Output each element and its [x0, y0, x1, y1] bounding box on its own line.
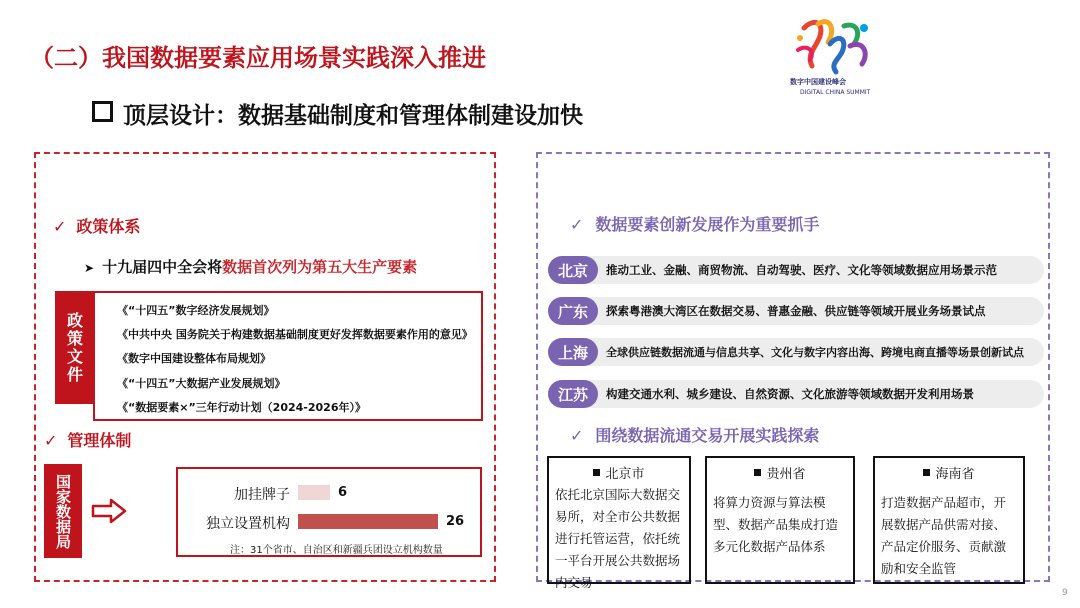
square-bullet-icon [593, 469, 600, 476]
city-description: 推动工业、金融、商贸物流、自动驾驶、医疗、文化等领域数据应用场景示范 [606, 263, 997, 277]
policy-system-heading [53, 214, 140, 237]
check-icon: ✓ [570, 426, 584, 445]
check-icon: ✓ [570, 215, 584, 234]
policy-point-highlight: 数据首次列为第五大生产要素 [222, 258, 418, 276]
logo-chinese-name: 数字中国建设峰会 [790, 78, 846, 86]
province-name: 贵州省 [766, 467, 806, 482]
province-description: 将算力资源与算法模型、数据产品集成打造多元化数据产品体系 [713, 495, 839, 554]
policy-document-item: 《数字中国建设整体布局规划》 [117, 352, 271, 365]
square-bullet-icon [754, 469, 761, 476]
stats-footnote: 注：31个省市、自治区和新疆兵团设立机构数量 [230, 545, 443, 556]
province-title [875, 463, 1023, 482]
right-arrow-icon [91, 498, 127, 524]
province-name: 北京市 [605, 467, 645, 482]
city-row-beijing [548, 256, 1044, 284]
city-badge: 江苏 [548, 380, 598, 408]
page-subtitle [92, 97, 583, 130]
logo-mark-icon [786, 14, 882, 76]
page-title: （二）我国数据要素应用场景实践深入推进 [30, 44, 486, 72]
city-badge: 上海 [548, 338, 598, 366]
province-description: 打造数据产品超市，开展数据产品供需对接、产品定价服务、贡献激励和安全监管 [881, 495, 1007, 576]
check-icon: ✓ [53, 217, 67, 236]
policy-point-prefix: 十九届四中全会将 [102, 258, 223, 276]
stat-bar-listed [298, 485, 330, 500]
province-card-beijing [547, 456, 691, 590]
city-description: 构建交通水利、城乡建设、自然资源、文化旅游等领域数据开发利用场景 [606, 387, 974, 401]
national-data-bureau-label: 国家数据局 [44, 464, 82, 558]
province-title [707, 463, 853, 482]
city-badge: 北京 [548, 256, 598, 284]
stat-value-independent: 26 [446, 514, 465, 529]
exchange-heading [570, 423, 819, 446]
city-description: 全球供应链数据流通与信息共享、文化与数字内容出海、跨境电商直播等场景创新试点 [606, 346, 1024, 359]
innovation-heading [570, 212, 819, 235]
policy-document-item: 《“数据要素×”三年行动计划（2024-2026年）》 [117, 401, 366, 414]
stat-label-listed: 加挂牌子 [234, 487, 290, 503]
city-badge: 广东 [548, 297, 598, 325]
province-name: 海南省 [935, 467, 975, 482]
management-heading-text: 管理体制 [67, 431, 132, 450]
page-number: 9 [1062, 588, 1068, 598]
exchange-heading-text: 围绕数据流通交易开展实践探索 [595, 426, 820, 445]
check-icon: ✓ [44, 431, 58, 450]
city-row-shanghai [548, 338, 1044, 366]
arrow-bullet-icon: ➤ [84, 261, 95, 275]
province-card-guizhou [705, 456, 855, 584]
policy-documents-label: 政策文件 [55, 291, 93, 404]
city-row-guangdong [548, 297, 1044, 325]
square-bullet-icon [923, 469, 930, 476]
digital-china-summit-logo [786, 14, 882, 98]
policy-document-item: 《中共中央 国务院关于构建数据基础制度更好发挥数据要素作用的意见》 [117, 328, 473, 341]
stat-bar-independent [298, 514, 438, 529]
innovation-heading-text: 数据要素创新发展作为重要抓手 [595, 215, 820, 234]
city-row-jiangsu [548, 380, 1044, 408]
policy-document-item: 《“十四五”大数据产业发展规划》 [117, 377, 286, 390]
province-description: 依托北京国际大数据交易所，对全市公共数据进行托管运营，依托统一平台开展公共数据场内交易 [555, 487, 681, 590]
management-system-heading [44, 428, 131, 451]
city-description: 探索粤港澳大湾区在数据交易、普惠金融、供应链等领域开展业务场景试点 [606, 304, 986, 318]
stat-label-independent: 独立设置机构 [206, 516, 290, 532]
policy-documents-list [93, 291, 483, 421]
stat-value-listed: 6 [338, 485, 348, 500]
policy-key-point [84, 256, 417, 277]
checkbox-square-icon [92, 101, 113, 122]
policy-heading-text: 政策体系 [76, 217, 141, 236]
logo-english-name: DIGITAL CHINA SUMMIT [800, 89, 871, 96]
province-card-hainan [873, 456, 1025, 584]
subtitle-text: 顶层设计：数据基础制度和管理体制建设加快 [123, 103, 583, 129]
policy-document-item: 《“十四五”数字经济发展规划》 [117, 304, 275, 317]
institution-stats-chart [176, 467, 482, 557]
province-title [549, 463, 689, 482]
